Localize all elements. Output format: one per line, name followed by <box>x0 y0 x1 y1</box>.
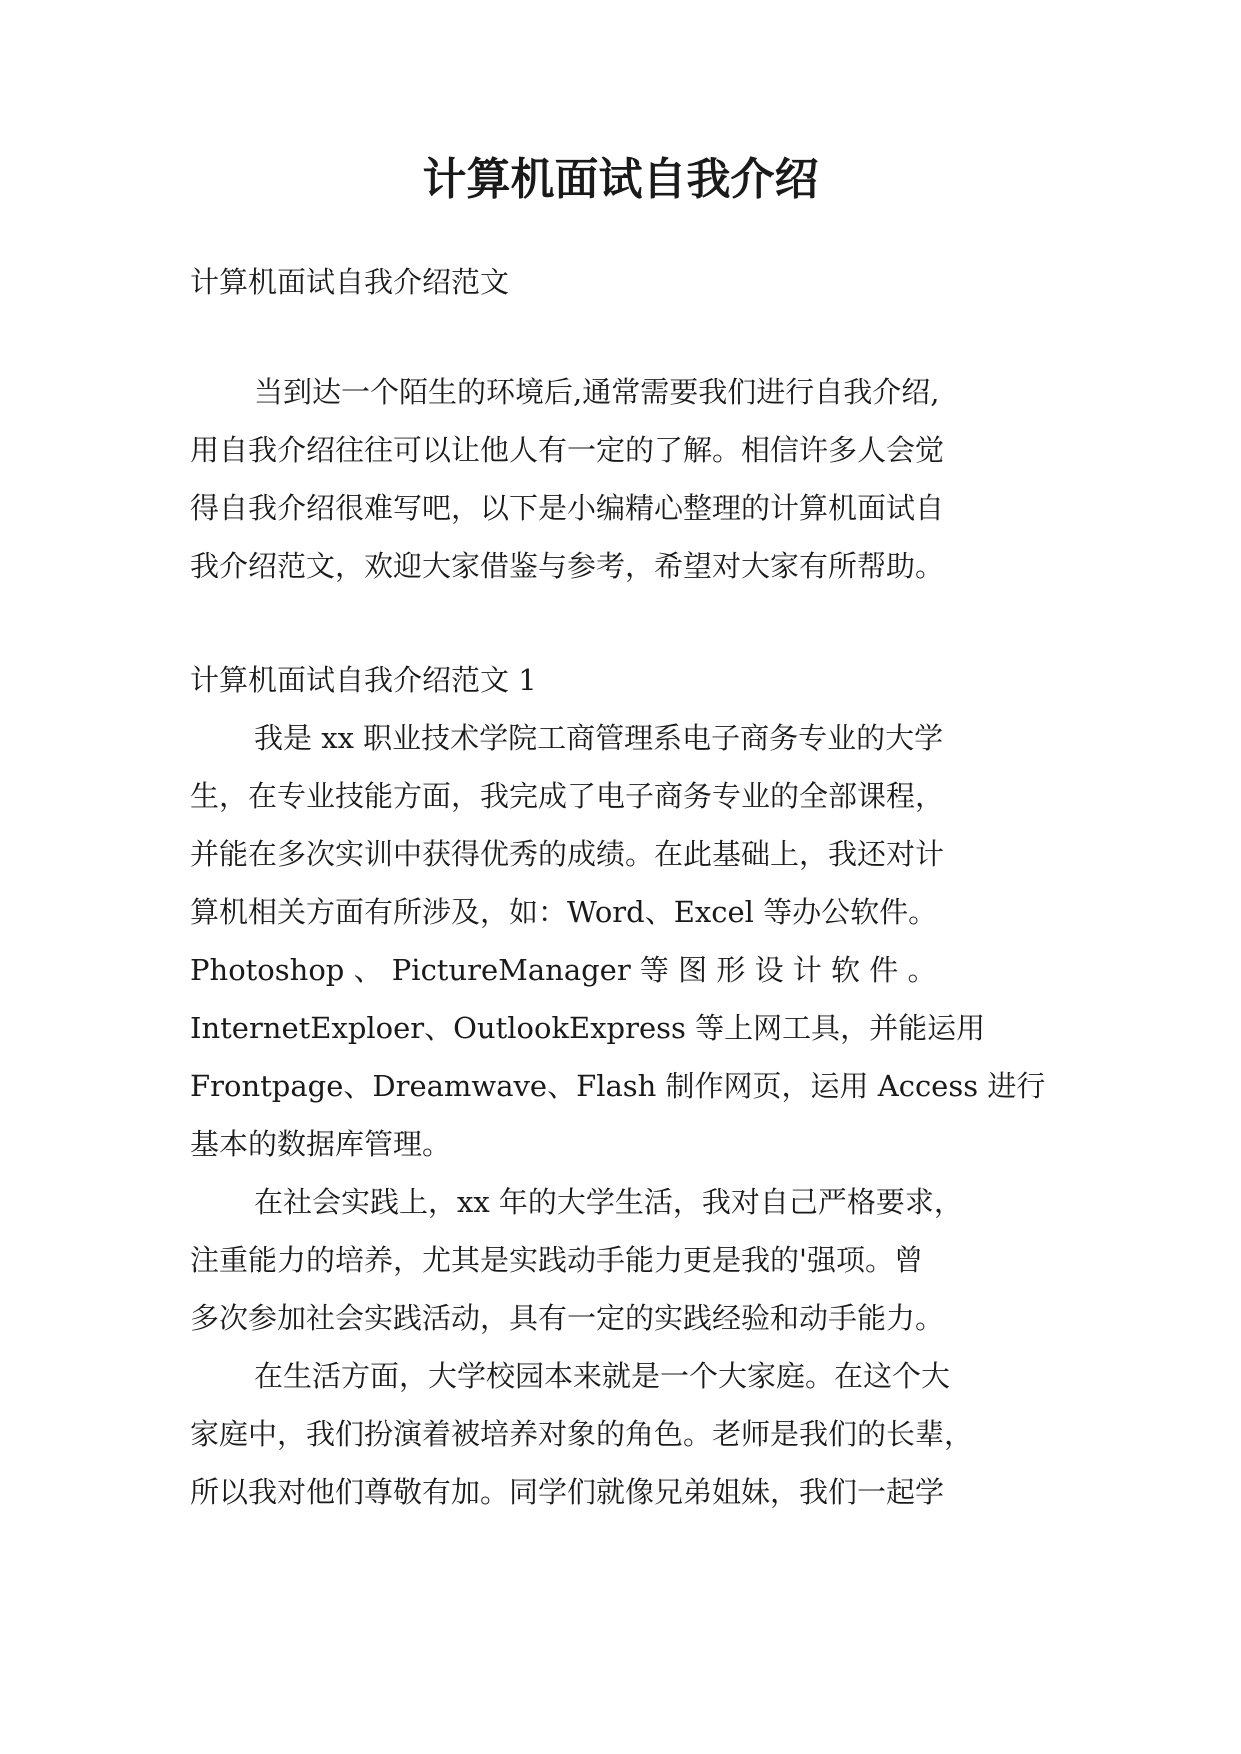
document-subtitle: 计算机面试自我介绍范文 <box>190 265 510 299</box>
paragraph-line: 算机相关方面有所涉及，如：Word、Excel 等办公软件。 <box>190 895 938 929</box>
paragraph-line: Frontpage、Dreamwave、Flash 制作网页，运用 Access 进行 <box>190 1069 1046 1103</box>
paragraph-line: 并能在多次实训中获得优秀的成绩。在此基础上，我还对计 <box>190 837 945 871</box>
paragraph-line: Photoshop 、 PictureManager 等 图 形 设 计 软 件 。 <box>190 953 937 987</box>
document-title: 计算机面试自我介绍 <box>422 154 819 205</box>
paragraph-line: 在社会实践上，xx 年的大学生活，我对自己严格要求， <box>254 1185 963 1219</box>
paragraph-line: 多次参加社会实践活动，具有一定的实践经验和动手能力。 <box>190 1301 945 1335</box>
paragraph-line: 生，在专业技能方面，我完成了电子商务专业的全部课程， <box>190 779 945 813</box>
section-heading: 计算机面试自我介绍范文 1 <box>190 663 537 697</box>
paragraph-line: 所以我对他们尊敬有加。同学们就像兄弟姐妹，我们一起学 <box>190 1475 945 1509</box>
paragraph-line: 在生活方面，大学校园本来就是一个大家庭。在这个大 <box>254 1359 951 1393</box>
paragraph-line: InternetExploer、OutlookExpress 等上网工具，并能运用 <box>190 1011 986 1045</box>
paragraph-line: 我是 xx 职业技术学院工商管理系电子商务专业的大学 <box>254 721 944 755</box>
intro-line: 我介绍范文，欢迎大家借鉴与参考，希望对大家有所帮助。 <box>190 549 945 583</box>
intro-line: 用自我介绍往往可以让他人有一定的了解。相信许多人会觉 <box>190 433 945 467</box>
intro-line: 当到达一个陌生的环境后,通常需要我们进行自我介绍, <box>254 375 940 409</box>
paragraph-line: 家庭中，我们扮演着被培养对象的角色。老师是我们的长辈， <box>190 1417 974 1451</box>
intro-line: 得自我介绍很难写吧，以下是小编精心整理的计算机面试自 <box>190 491 945 525</box>
paragraph-line: 注重能力的培养，尤其是实践动手能力更是我的'强项。曾 <box>190 1243 923 1277</box>
paragraph-line: 基本的数据库管理。 <box>190 1127 452 1161</box>
